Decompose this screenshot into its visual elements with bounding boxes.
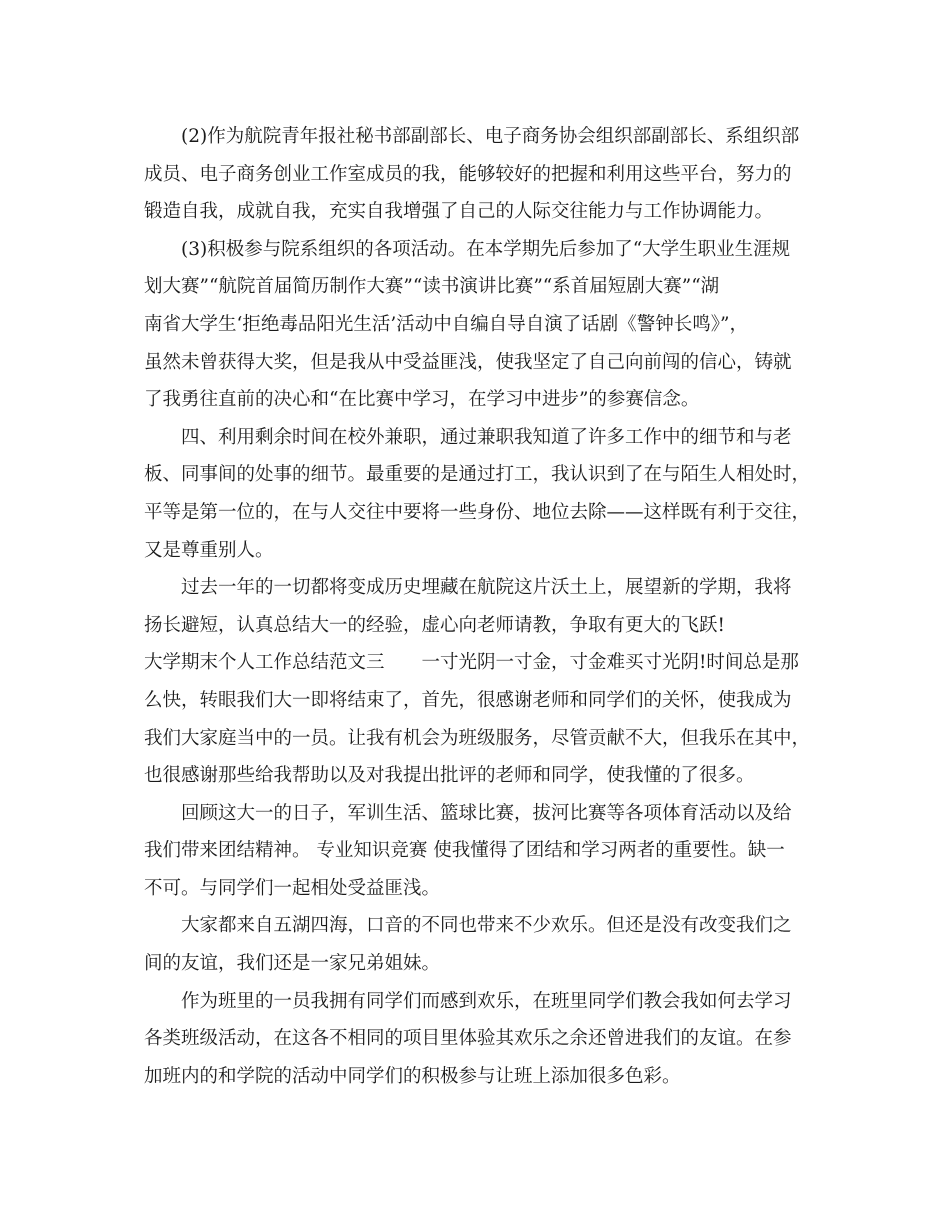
text-line: 了我勇往直前的决心和“在比赛中学习，在学习中进步”的参赛信念。 — [144, 389, 700, 411]
text-line: 南省大学生‘拒绝毒品阳光生活’活动中自编自导自演了话剧《警钟长鸣》”， — [144, 313, 748, 335]
text-line: 过去一年的一切都将变成历史埋藏在航院这片沃土上，展望新的学期，我将 — [181, 577, 792, 599]
text-line: 大学期末个人工作总结范文三 一寸光阴一寸金，寸金难买寸光阴!时间总是那 — [144, 652, 799, 674]
text-line: 么快，转眼我们大一即将结束了，首先，很感谢老师和同学们的关怀，使我成为 — [144, 689, 792, 711]
text-line: 大家都来自五湖四海，口音的不同也带来不少欢乐。但还是没有改变我们之 — [181, 915, 792, 937]
text-line: 平等是第一位的，在与人交往中要将一些身份、地位去除——这样既有利于交往， — [144, 501, 811, 523]
text-line: 划大赛”“航院首届简历制作大赛”“读书演讲比赛”“系首届短剧大赛”“湖 — [144, 276, 720, 298]
text-line: 锻造自我，成就自我，充实自我增强了自己的人际交往能力与工作协调能力。 — [144, 201, 774, 223]
text-line: (3)积极参与院系组织的各项活动。在本学期先后参加了“大学生职业生涯规 — [181, 238, 791, 260]
text-line: 又是尊重别人。 — [144, 539, 274, 561]
text-line: 板、同事间的处事的细节。最重要的是通过打工，我认识到了在与陌生人相处时， — [144, 464, 811, 486]
text-line: (2)作为航院青年报社秘书部副部长、电子商务协会组织部副部长、系组织部 — [181, 126, 800, 147]
text-line: 回顾这大一的日子，军训生活、篮球比赛，拔河比赛等各项体育活动以及给 — [181, 802, 792, 824]
text-line: 我们大家庭当中的一员。让我有机会为班级服务，尽管贡献不大，但我乐在其中， — [144, 727, 811, 749]
text-line: 作为班里的一员我拥有同学们而感到欢乐，在班里同学们教会我如何去学习 — [181, 990, 792, 1012]
text-line: 加班内的和学院的活动中同学们的积极参与让班上添加很多色彩。 — [144, 1065, 681, 1087]
text-line: 四、利用剩余时间在校外兼职，通过兼职我知道了许多工作中的细节和与老 — [181, 426, 792, 448]
text-line: 虽然未曾获得大奖，但是我从中受益匪浅，使我坚定了自己向前闯的信心，铸就 — [144, 351, 792, 373]
text-line: 不可。与同学们一起相处受益匪浅。 — [144, 877, 441, 899]
text-line: 成员、电子商务创业工作室成员的我，能够较好的把握和利用这些平台，努力的 — [144, 163, 792, 185]
text-line: 各类班级活动，在这各不相同的项目里体验其欢乐之余还曾进我们的友谊。在参 — [144, 1028, 792, 1050]
text-line: 我们带来团结精神。 专业知识竞赛 使我懂得了团结和学习两者的重要性。缺一 — [144, 840, 785, 862]
text-line: 间的友谊，我们还是一家兄弟姐妹。 — [144, 953, 441, 975]
text-line: 也很感谢那些给我帮助以及对我提出批评的老师和同学，使我懂的了很多。 — [144, 765, 755, 787]
text-line: 扬长避短，认真总结大一的经验，虚心向老师请教，争取有更大的飞跃! — [144, 614, 725, 636]
document-body — [144, 118, 812, 1095]
